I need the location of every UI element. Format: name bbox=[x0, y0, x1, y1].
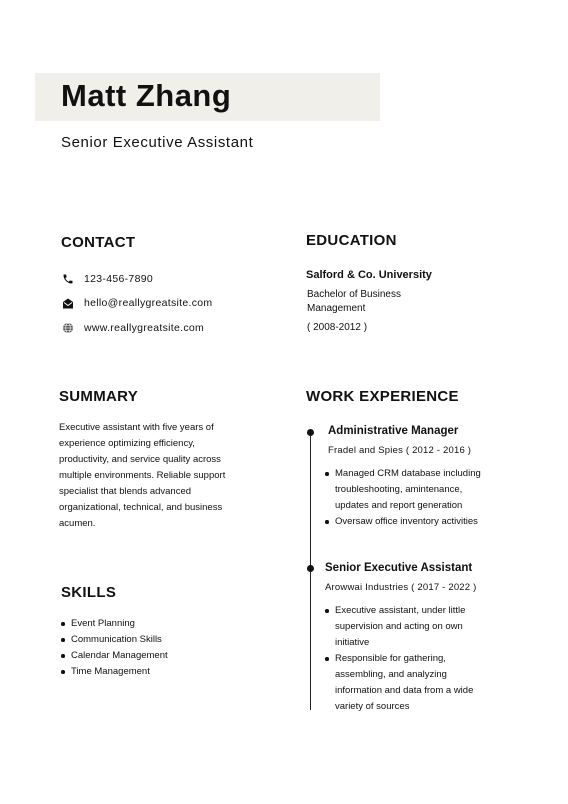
summary-line: experience optimizing efficiency, bbox=[59, 438, 195, 449]
timeline-dot bbox=[307, 565, 314, 572]
summary-line: acumen. bbox=[59, 518, 96, 529]
job-bullet-line: Managed CRM database including bbox=[335, 468, 481, 479]
job-bullet bbox=[325, 514, 525, 530]
contact-heading: CONTACT bbox=[61, 234, 136, 251]
job-company: Arowwai Industries ( 2017 - 2022 ) bbox=[325, 582, 477, 593]
contact-phone bbox=[61, 271, 153, 287]
job-bullet-line: assembling, and analyzing bbox=[335, 669, 447, 680]
timeline-dot bbox=[307, 429, 314, 436]
job-bullets bbox=[325, 466, 525, 530]
job-bullet-line: Executive assistant, under little bbox=[335, 605, 466, 616]
contact-phone-text: 123-456-7890 bbox=[84, 273, 153, 285]
job-title: Administrative Manager bbox=[328, 425, 459, 437]
job-bullet bbox=[325, 466, 525, 514]
email-icon bbox=[61, 296, 75, 310]
job-bullet-line: Responsible for gathering, bbox=[335, 653, 446, 664]
job-bullet-line: variety of sources bbox=[335, 701, 410, 712]
globe-icon bbox=[61, 321, 75, 335]
job-bullet-line: information and data from a wide bbox=[335, 685, 474, 696]
job-title: Senior Executive Assistant bbox=[325, 562, 473, 574]
contact-email bbox=[61, 295, 212, 311]
phone-icon bbox=[61, 272, 75, 286]
contact-email-text: hello@reallygreatsite.com bbox=[84, 297, 213, 309]
job-bullet-line: Oversaw office inventory activities bbox=[335, 516, 478, 527]
education-degree bbox=[307, 288, 401, 316]
job-bullet-line: initiative bbox=[335, 637, 370, 648]
skill-item: Event Planning bbox=[61, 616, 168, 632]
job-bullet bbox=[325, 651, 525, 715]
job-bullet-line: supervision and acting on own bbox=[335, 621, 463, 632]
work-heading: WORK EXPERIENCE bbox=[306, 388, 459, 405]
summary-heading: SUMMARY bbox=[59, 388, 139, 405]
skills-list bbox=[61, 616, 168, 680]
summary-text bbox=[59, 420, 279, 532]
summary-line: organizational, technical, and business bbox=[59, 502, 223, 513]
skill-item: Communication Skills bbox=[61, 632, 168, 648]
education-degree-line: Management bbox=[307, 303, 366, 314]
education-heading: EDUCATION bbox=[306, 232, 397, 249]
job-bullet-line: troubleshooting, amintenance, bbox=[335, 484, 463, 495]
candidate-name: Matt Zhang bbox=[61, 78, 232, 113]
summary-line: productivity, and service quality across bbox=[59, 454, 221, 465]
contact-website bbox=[61, 320, 204, 336]
job-bullet bbox=[325, 603, 525, 651]
education-degree-line: Bachelor of Business bbox=[307, 289, 401, 300]
education-school: Salford & Co. University bbox=[306, 269, 432, 281]
job-bullet-line: updates and report generation bbox=[335, 500, 463, 511]
candidate-role: Senior Executive Assistant bbox=[61, 134, 254, 151]
skills-heading: SKILLS bbox=[61, 584, 117, 601]
job-company: Fradel and Spies ( 2012 - 2016 ) bbox=[328, 445, 472, 456]
summary-line: multiple environments. Reliable support bbox=[59, 470, 226, 481]
summary-line: Executive assistant with five years of bbox=[59, 422, 214, 433]
skill-item: Time Management bbox=[61, 664, 168, 680]
contact-website-text: www.reallygreatsite.com bbox=[84, 322, 205, 334]
education-years: ( 2008-2012 ) bbox=[307, 322, 368, 333]
summary-line: specialist that blends advanced bbox=[59, 486, 192, 497]
skill-item: Calendar Management bbox=[61, 648, 168, 664]
job-bullets bbox=[325, 603, 525, 715]
